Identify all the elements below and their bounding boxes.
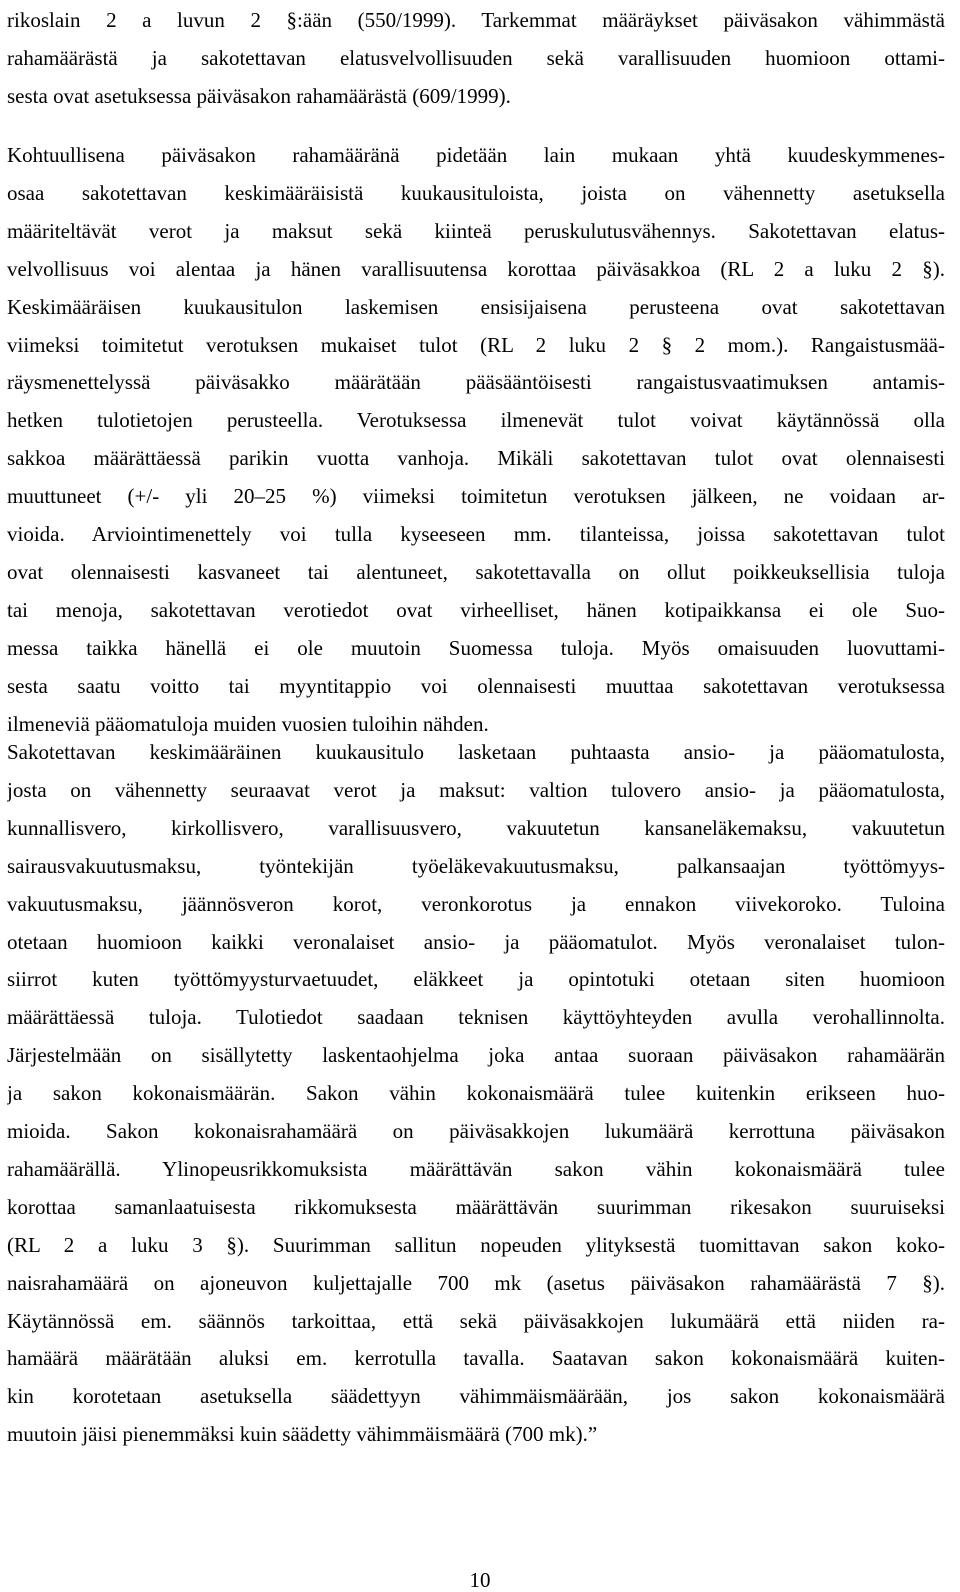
text-line: naisrahamäärä on ajoneuvon kuljettajalle 700 mk (asetus päiväsakon rahamäärästä 7 §). xyxy=(7,1270,945,1295)
text-line: sakkoa määrättäessä parikin vuotta vanhoja. Mikäli sakotettavan tulot ovat olennaisesti xyxy=(7,446,945,471)
text-line: messa taikka hänellä ei ole muutoin Suomessa tuloja. Myös omaisuuden luovuttami- xyxy=(7,635,945,660)
text-line: mioida. Sakon kokonaisrahamäärä on päiväsakkojen lukumäärä kerrottuna päiväsakon xyxy=(7,1119,945,1143)
text-line: velvollisuus voi alentaa ja hänen varallisuutensa korottaa päiväsakkoa (RL 2 a luku 2 §). xyxy=(7,256,945,281)
text-line: otetaan huomioon kaikki veronalaiset ansio- ja pääomatulot. Myös veronalaiset tulon- xyxy=(7,929,945,954)
text-line: määriteltävät verot ja maksut sekä kiinteä peruskulutusvähennys. Sakotettavan elatus- xyxy=(7,218,945,243)
text-line: sesta ovat asetuksessa päiväsakon rahamäärästä (609/1999). xyxy=(7,83,511,108)
text-line: muuttuneet (+/- yli 20–25 %) viimeksi toimitetun verotuksen jälkeen, ne voidaan ar- xyxy=(7,484,945,509)
text-line: hamäärä määrätään aluksi em. kerrotulla tavalla. Saatavan sakon kokonaismäärä kuiten- xyxy=(7,1346,945,1371)
text-line: Kohtuullisena päiväsakon rahamääränä pidetään lain mukaan yhtä kuudeskymmenes- xyxy=(7,143,945,167)
text-line: osaa sakotettavan keskimääräisistä kuukausituloista, joista on vähennetty asetuksella xyxy=(7,180,945,205)
text-line: muutoin jäisi pienemmäksi kuin säädetty vähimmäismäärä (700 mk).” xyxy=(7,1422,598,1447)
text-line: siirrot kuten työttömyysturvaetuudet, eläkkeet ja opintotuki otetaan siten huomioon xyxy=(7,967,945,992)
text-line: Keskimääräisen kuukausitulon laskemisen ensisijaisena perusteena ovat sakotettavan xyxy=(7,294,945,319)
text-line: sesta saatu voitto tai myyntitappio voi olennaisesti muuttaa sakotettavan verotuksessa xyxy=(7,673,945,698)
text-line: rikoslain 2 a luvun 2 §:ään (550/1999). Tarkemmat määräykset päiväsakon vähimmästä xyxy=(7,8,945,32)
page-number: 10 xyxy=(469,1568,491,1592)
text-line: räysmenettelyssä päiväsakko määrätään pääsääntöisesti rangaistusvaatimuksen antamis- xyxy=(7,370,945,395)
text-line: rahamäärällä. Ylinopeusrikkomuksista määrättävän sakon vähin kokonaismäärä tulee xyxy=(7,1156,945,1181)
text-line: viimeksi toimitetut verotuksen mukaiset tulot (RL 2 luku 2 § 2 mom.). Rangaistusmää- xyxy=(7,332,945,357)
text-line: sairausvakuutusmaksu, työntekijän työeläkevakuutusmaksu, palkansaajan työttömyys- xyxy=(7,853,945,878)
text-line: vakuutusmaksu, jäännösveron korot, veronkorotus ja ennakon viivekoroko. Tuloina xyxy=(7,891,945,916)
text-line: kunnallisvero, kirkollisvero, varallisuusvero, vakuutetun kansaneläkemaksu, vakuutetun xyxy=(7,815,945,840)
text-line: rahamäärästä ja sakotettavan elatusvelvollisuuden sekä varallisuuden huomioon ottami- xyxy=(7,45,945,70)
text-line: Järjestelmään on sisällytetty laskentaohjelma joka antaa suoraan päiväsakon rahamäärän xyxy=(7,1043,945,1068)
text-line: kin korotetaan asetuksella säädettyyn vähimmäismäärään, jos sakon kokonaismäärä xyxy=(7,1384,945,1409)
text-line: ovat olennaisesti kasvaneet tai alentuneet, sakotettavalla on ollut poikkeuksellisia tuloja xyxy=(7,559,945,584)
text-line: ilmeneviä pääomatuloja muiden vuosien tuloihin nähden. xyxy=(7,711,489,736)
text-line: Sakotettavan keskimääräinen kuukausitulo lasketaan puhtaasta ansio- ja pääomatulosta, xyxy=(7,740,945,764)
text-line: vioida. Arviointimenettely voi tulla kyseeseen mm. tilanteissa, joissa sakotettavan tulot xyxy=(7,522,945,546)
text-line: tai menoja, sakotettavan verotiedot ovat virheelliset, hänen kotipaikkansa ei ole Suo- xyxy=(7,597,945,622)
text-line: (RL 2 a luku 3 §). Suurimman sallitun nopeuden ylityksestä tuomittavan sakon koko- xyxy=(7,1232,945,1257)
text-line: korottaa samanlaatuisesta rikkomuksesta määrättävän suurimman rikesakon suuruiseksi xyxy=(7,1194,945,1219)
text-line: Käytännössä em. säännös tarkoittaa, että sekä päiväsakkojen lukumäärä että niiden ra- xyxy=(7,1308,945,1333)
text-line: josta on vähennetty seuraavat verot ja maksut: valtion tulovero ansio- ja pääomatulosta, xyxy=(7,777,945,802)
text-line: määrättäessä tuloja. Tulotiedot saadaan teknisen käyttöyhteyden avulla verohallinnolta. xyxy=(7,1005,945,1030)
text-line: ja sakon kokonaismäärän. Sakon vähin kokonaismäärä tulee kuitenkin erikseen huo- xyxy=(7,1081,945,1106)
text-line: hetken tulotietojen perusteella. Verotuksessa ilmenevät tulot voivat käytännössä olla xyxy=(7,408,945,433)
